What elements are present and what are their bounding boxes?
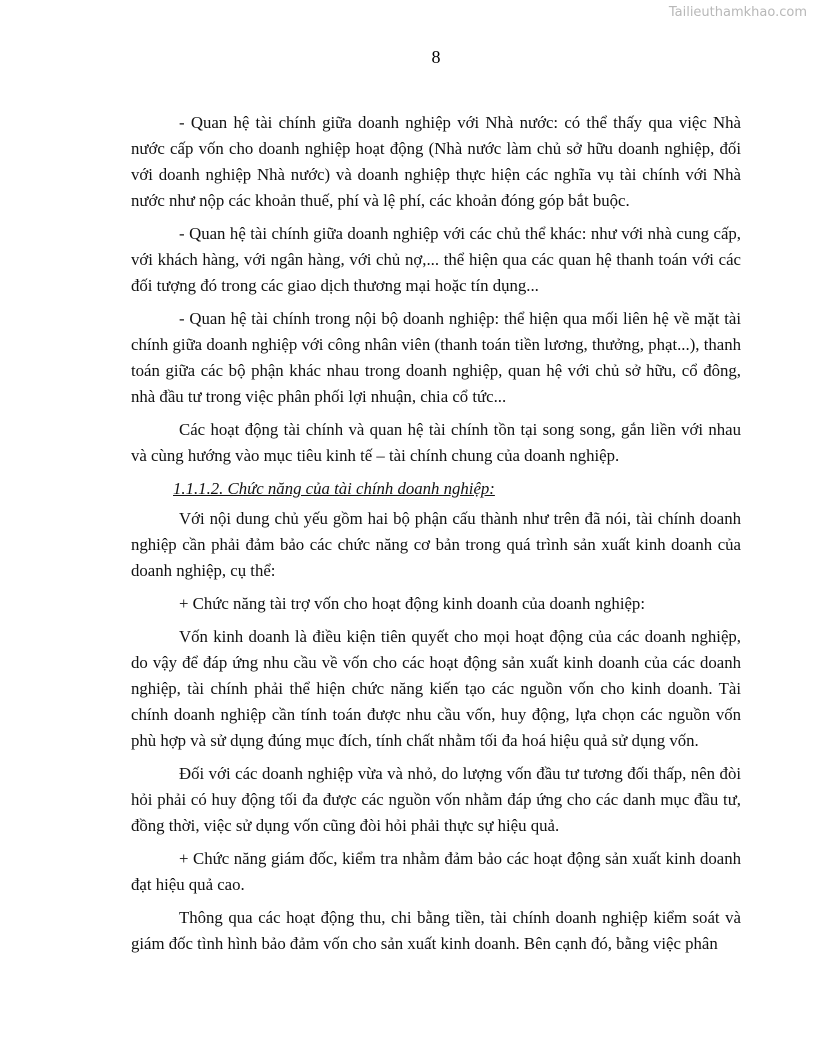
document-body	[131, 110, 741, 964]
paragraph: + Chức năng tài trợ vốn cho hoạt động kinh doanh của doanh nghiệp:	[179, 594, 645, 613]
paragraph: + Chức năng giám đốc, kiểm tra nhằm đảm bảo các hoạt động sản xuất kinh doanh đạt hiệu quả cao.	[131, 849, 741, 894]
paragraph: - Quan hệ tài chính trong nội bộ doanh nghiệp: thể hiện qua mối liên hệ về mặt tài chính giữa doanh nghiệp với công nhân viên (thanh toán tiền lương, thưởng, phạt...), thanh toán giữa các bộ phận khác nhau trong doanh nghiệp, quan hệ với chủ sở hữu, cổ đông, nhà đầu tư trong việc phân phối lợi nhuận, chia cổ tức...	[131, 309, 741, 406]
paragraph: Vốn kinh doanh là điều kiện tiên quyết cho mọi hoạt động của các doanh nghiệp, do vậy để đáp ứng nhu cầu về vốn cho các hoạt động sản xuất kinh doanh của các doanh nghiệp, tài chính phải thể hiện chức năng kiến tạo các nguồn vốn cho kinh doanh. Tài chính doanh nghiệp cần tính toán được nhu cầu vốn, huy động, lựa chọn các nguồn vốn phù hợp và sử dụng đúng mục đích, tính chất nhằm tối đa hoá hiệu quả sử dụng vốn.	[131, 627, 741, 750]
paragraph: Đối với các doanh nghiệp vừa và nhỏ, do lượng vốn đầu tư tương đối thấp, nên đòi hỏi phải có huy động tối đa được các nguồn vốn nhằm đáp ứng cho các danh mục đầu tư, đồng thời, việc sử dụng vốn cũng đòi hỏi phải thực sự hiệu quả.	[131, 764, 741, 835]
paragraph: - Quan hệ tài chính giữa doanh nghiệp với Nhà nước: có thể thấy qua việc Nhà nước cấp vốn cho doanh nghiệp hoạt động (Nhà nước làm chủ sở hữu doanh nghiệp, đối với doanh nghiệp Nhà nước) và doanh nghiệp thực hiện các nghĩa vụ tài chính với Nhà nước như nộp các khoản thuế, phí và lệ phí, các khoản đóng góp bắt buộc.	[131, 113, 741, 210]
paragraph: Thông qua các hoạt động thu, chi bằng tiền, tài chính doanh nghiệp kiểm soát và giám đốc tình hình bảo đảm vốn cho sản xuất kinh doanh. Bên cạnh đó, bằng việc phân	[131, 908, 741, 953]
watermark-text: Tailieuthamkhao.com	[668, 5, 807, 20]
paragraph: Các hoạt động tài chính và quan hệ tài chính tồn tại song song, gắn liền với nhau và cùng hướng vào mục tiêu kinh tế – tài chính chung của doanh nghiệp.	[131, 420, 741, 465]
paragraph: - Quan hệ tài chính giữa doanh nghiệp với các chủ thể khác: như với nhà cung cấp, với khách hàng, với ngân hàng, với chủ nợ,... thể hiện qua các quan hệ thanh toán với các đối tượng đó trong các giao dịch thương mại hoặc tín dụng...	[131, 224, 741, 295]
page-number: 8	[431, 47, 441, 67]
section-heading: 1.1.1.2. Chức năng của tài chính doanh nghiệp:	[173, 479, 495, 498]
paragraph: Với nội dung chủ yếu gồm hai bộ phận cấu thành như trên đã nói, tài chính doanh nghiệp cần phải đảm bảo các chức năng cơ bản trong quá trình sản xuất kinh doanh của doanh nghiệp, cụ thể:	[131, 509, 741, 580]
